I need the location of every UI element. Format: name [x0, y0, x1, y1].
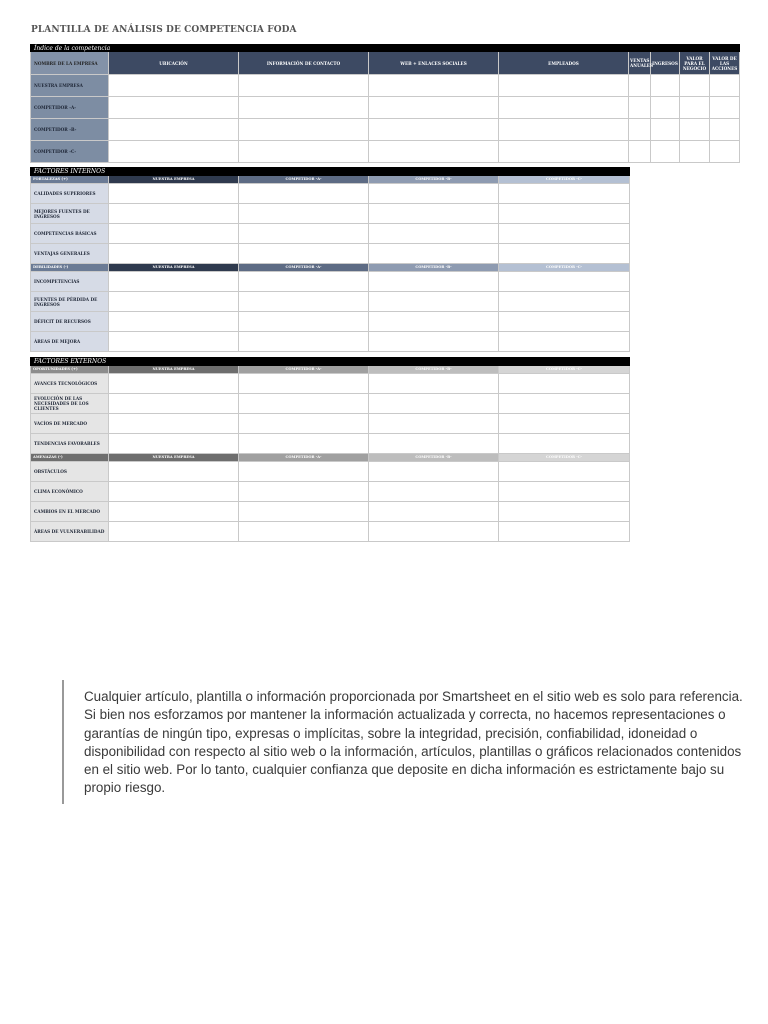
table-cell[interactable]	[239, 119, 369, 141]
table-cell[interactable]	[629, 75, 651, 97]
table-cell[interactable]	[109, 224, 239, 244]
row-label: TENDENCIAS FAVORABLES	[31, 434, 109, 454]
table-row	[31, 119, 740, 141]
row-label: INCOMPETENCIAS	[31, 272, 109, 292]
table-cell[interactable]	[680, 75, 710, 97]
table-cell[interactable]	[109, 482, 239, 502]
table-cell[interactable]	[499, 97, 629, 119]
table-cell[interactable]	[109, 434, 239, 454]
table-row	[31, 462, 630, 482]
table-cell[interactable]	[109, 141, 239, 163]
table-cell[interactable]	[710, 75, 740, 97]
row-label: NUESTRA EMPRESA	[31, 75, 109, 97]
col-competitor-c: COMPETIDOR -C-	[499, 264, 630, 272]
row-label: ÁREAS DE MEJORA	[31, 332, 109, 352]
table-cell[interactable]	[239, 224, 369, 244]
table-cell[interactable]	[369, 374, 499, 394]
col-competitor-b: COMPETIDOR -B-	[369, 454, 499, 462]
external-bar: FACTORES EXTERNOS	[31, 358, 630, 366]
table-cell[interactable]	[680, 141, 710, 163]
table-row	[31, 75, 740, 97]
table-row	[31, 374, 630, 394]
table-cell[interactable]	[109, 97, 239, 119]
col-competitor-c: COMPETIDOR -C-	[499, 176, 630, 184]
table-cell[interactable]	[239, 184, 369, 204]
table-cell[interactable]	[369, 292, 499, 312]
row-label: OBSTÁCULOS	[31, 462, 109, 482]
col-our-company: NUESTRA EMPRESA	[109, 454, 239, 462]
table-cell[interactable]	[109, 292, 239, 312]
col-competitor-c: COMPETIDOR -C-	[499, 366, 630, 374]
disclaimer-text: Cualquier artículo, plantilla o información proporcionada por Smartsheet en el sitio web es solo para referencia. Si bien nos esforzamos por mantener la información actualizada y correcta, no hacemos representaciones o garantías de ningún tipo, expresas o implícitas, sobre la integridad, precisión, confiabilidad, idoneidad o disponibilidad con respecto al sitio web o la información, artículos, plantillas o gráficos relacionados contenidos en el sitio web. Por lo tanto, cualquier confianza que deposite en dicha información es estrictamente bajo su propio riesgo.	[62, 680, 748, 804]
row-label: MEJORES FUENTES DE INGRESOS	[31, 204, 109, 224]
strengths-header-row	[31, 176, 630, 184]
table-cell[interactable]	[239, 482, 369, 502]
row-label: COMPETIDOR -C-	[31, 141, 109, 163]
header-stock-value: VALOR DE LAS ACCIONES	[710, 52, 740, 75]
row-label: DÉFICIT DE RECURSOS	[31, 312, 109, 332]
table-cell[interactable]	[239, 332, 369, 352]
header-annual-sales: VENTAS ANUALES	[629, 52, 651, 75]
table-row	[31, 482, 630, 502]
col-competitor-a: COMPETIDOR -A-	[239, 366, 369, 374]
table-cell[interactable]	[239, 141, 369, 163]
table-cell[interactable]	[239, 244, 369, 264]
col-competitor-b: COMPETIDOR -B-	[369, 264, 499, 272]
table-cell[interactable]	[239, 522, 369, 542]
table-row	[31, 522, 630, 542]
col-competitor-a: COMPETIDOR -A-	[239, 454, 369, 462]
table-row	[31, 414, 630, 434]
internal-factors-table	[30, 167, 630, 352]
table-cell[interactable]	[239, 414, 369, 434]
table-cell[interactable]	[499, 434, 630, 454]
table-cell[interactable]	[239, 312, 369, 332]
row-label: COMPETIDOR -A-	[31, 97, 109, 119]
col-competitor-a: COMPETIDOR -A-	[239, 264, 369, 272]
col-competitor-b: COMPETIDOR -B-	[369, 176, 499, 184]
table-cell[interactable]	[109, 204, 239, 224]
table-row	[31, 272, 630, 292]
header-contact: INFORMACIÓN DE CONTACTO	[239, 52, 369, 75]
table-cell[interactable]	[651, 97, 680, 119]
table-cell[interactable]	[239, 434, 369, 454]
col-our-company: NUESTRA EMPRESA	[109, 366, 239, 374]
table-cell[interactable]	[499, 522, 630, 542]
weaknesses-header-row	[31, 264, 630, 272]
row-label: VACÍOS DE MERCADO	[31, 414, 109, 434]
table-cell[interactable]	[369, 184, 499, 204]
row-label: AVANCES TECNOLÓGICOS	[31, 374, 109, 394]
table-cell[interactable]	[499, 414, 630, 434]
table-row	[31, 244, 630, 264]
table-cell[interactable]	[239, 97, 369, 119]
table-cell[interactable]	[710, 141, 740, 163]
table-cell[interactable]	[369, 502, 499, 522]
opportunities-header-row	[31, 366, 630, 374]
table-cell[interactable]	[499, 224, 630, 244]
table-cell[interactable]	[109, 414, 239, 434]
table-cell[interactable]	[629, 119, 651, 141]
table-cell[interactable]	[499, 119, 629, 141]
table-row	[31, 184, 630, 204]
col-our-company: NUESTRA EMPRESA	[109, 264, 239, 272]
table-cell[interactable]	[239, 374, 369, 394]
table-row	[31, 141, 740, 163]
table-row	[31, 224, 630, 244]
table-cell[interactable]	[369, 75, 499, 97]
row-label: COMPETENCIAS BÁSICAS	[31, 224, 109, 244]
col-competitor-b: COMPETIDOR -B-	[369, 366, 499, 374]
row-label: COMPETIDOR -B-	[31, 119, 109, 141]
table-cell[interactable]	[499, 332, 630, 352]
table-cell[interactable]	[629, 141, 651, 163]
table-cell[interactable]	[651, 141, 680, 163]
table-cell[interactable]	[369, 119, 499, 141]
table-cell[interactable]	[369, 462, 499, 482]
table-cell[interactable]	[369, 312, 499, 332]
table-cell[interactable]	[499, 75, 629, 97]
table-cell[interactable]	[499, 394, 630, 414]
header-location: UBICACIÓN	[109, 52, 239, 75]
page-title: PLANTILLA DE ANÁLISIS DE COMPETENCIA FODA	[31, 25, 297, 35]
table-cell[interactable]	[239, 462, 369, 482]
table-row	[31, 97, 740, 119]
table-cell[interactable]	[239, 502, 369, 522]
table-row	[31, 332, 630, 352]
row-label: FUENTES DE PÉRDIDA DE INGRESOS	[31, 292, 109, 312]
table-cell[interactable]	[369, 204, 499, 224]
table-cell[interactable]	[710, 119, 740, 141]
table-cell[interactable]	[109, 502, 239, 522]
opportunities-label: OPORTUNIDADES (+)	[31, 366, 109, 374]
table-cell[interactable]	[499, 272, 630, 292]
index-bar: Índice de la competencia	[31, 45, 740, 52]
row-label: ÁREAS DE VULNERABILIDAD	[31, 522, 109, 542]
table-cell[interactable]	[109, 312, 239, 332]
col-our-company: NUESTRA EMPRESA	[109, 176, 239, 184]
table-cell[interactable]	[680, 97, 710, 119]
table-cell[interactable]	[369, 244, 499, 264]
weaknesses-label: DEBILIDADES (-)	[31, 264, 109, 272]
table-cell[interactable]	[499, 374, 630, 394]
table-row	[31, 292, 630, 312]
table-cell[interactable]	[369, 141, 499, 163]
row-label: VENTAJAS GENERALES	[31, 244, 109, 264]
table-cell[interactable]	[369, 272, 499, 292]
table-cell[interactable]	[499, 184, 630, 204]
col-competitor-c: COMPETIDOR -C-	[499, 454, 630, 462]
table-cell[interactable]	[109, 522, 239, 542]
table-cell[interactable]	[499, 482, 630, 502]
col-competitor-a: COMPETIDOR -A-	[239, 176, 369, 184]
table-cell[interactable]	[499, 462, 630, 482]
competition-index-table	[30, 44, 740, 163]
table-row	[31, 394, 630, 414]
table-row	[31, 312, 630, 332]
table-cell[interactable]	[109, 119, 239, 141]
table-row	[31, 502, 630, 522]
row-label: EVOLUCIÓN DE LAS NECESIDADES DE LOS CLIENTES	[31, 394, 109, 414]
table-cell[interactable]	[651, 119, 680, 141]
header-employees: EMPLEADOS	[499, 52, 629, 75]
row-label: CALIDADES SUPERIORES	[31, 184, 109, 204]
table-cell[interactable]	[369, 97, 499, 119]
header-business-value: VALOR PARA EL NEGOCIO	[680, 52, 710, 75]
table-cell[interactable]	[109, 75, 239, 97]
table-cell[interactable]	[109, 272, 239, 292]
table-cell[interactable]	[369, 224, 499, 244]
row-label: CAMBIOS EN EL MERCADO	[31, 502, 109, 522]
table-cell[interactable]	[109, 394, 239, 414]
table-cell[interactable]	[629, 97, 651, 119]
table-cell[interactable]	[239, 394, 369, 414]
external-factors-table	[30, 357, 630, 542]
table-cell[interactable]	[499, 244, 630, 264]
table-cell[interactable]	[499, 502, 630, 522]
table-cell[interactable]	[239, 292, 369, 312]
table-cell[interactable]	[369, 434, 499, 454]
table-cell[interactable]	[109, 184, 239, 204]
table-cell[interactable]	[369, 414, 499, 434]
table-cell[interactable]	[369, 522, 499, 542]
table-cell[interactable]	[109, 332, 239, 352]
table-cell[interactable]	[239, 75, 369, 97]
header-revenue: INGRESOS	[651, 52, 680, 75]
internal-bar: FACTORES INTERNOS	[31, 168, 630, 176]
threats-label: AMENAZAS (-)	[31, 454, 109, 462]
strengths-label: FORTALEZAS (+)	[31, 176, 109, 184]
header-web-social: WEB + ENLACES SOCIALES	[369, 52, 499, 75]
table-cell[interactable]	[369, 482, 499, 502]
table-cell[interactable]	[109, 244, 239, 264]
table-cell[interactable]	[109, 374, 239, 394]
table-cell[interactable]	[680, 119, 710, 141]
table-cell[interactable]	[499, 312, 630, 332]
table-cell[interactable]	[239, 204, 369, 224]
table-row	[31, 434, 630, 454]
table-row	[31, 204, 630, 224]
table-cell[interactable]	[369, 394, 499, 414]
table-cell[interactable]	[239, 272, 369, 292]
table-cell[interactable]	[499, 141, 629, 163]
threats-header-row	[31, 454, 630, 462]
table-cell[interactable]	[109, 462, 239, 482]
table-cell[interactable]	[710, 97, 740, 119]
table-cell[interactable]	[499, 292, 630, 312]
table-cell[interactable]	[651, 75, 680, 97]
row-label: CLIMA ECONÓMICO	[31, 482, 109, 502]
table-cell[interactable]	[369, 332, 499, 352]
header-company-name: NOMBRE DE LA EMPRESA	[31, 52, 109, 75]
table-cell[interactable]	[499, 204, 630, 224]
